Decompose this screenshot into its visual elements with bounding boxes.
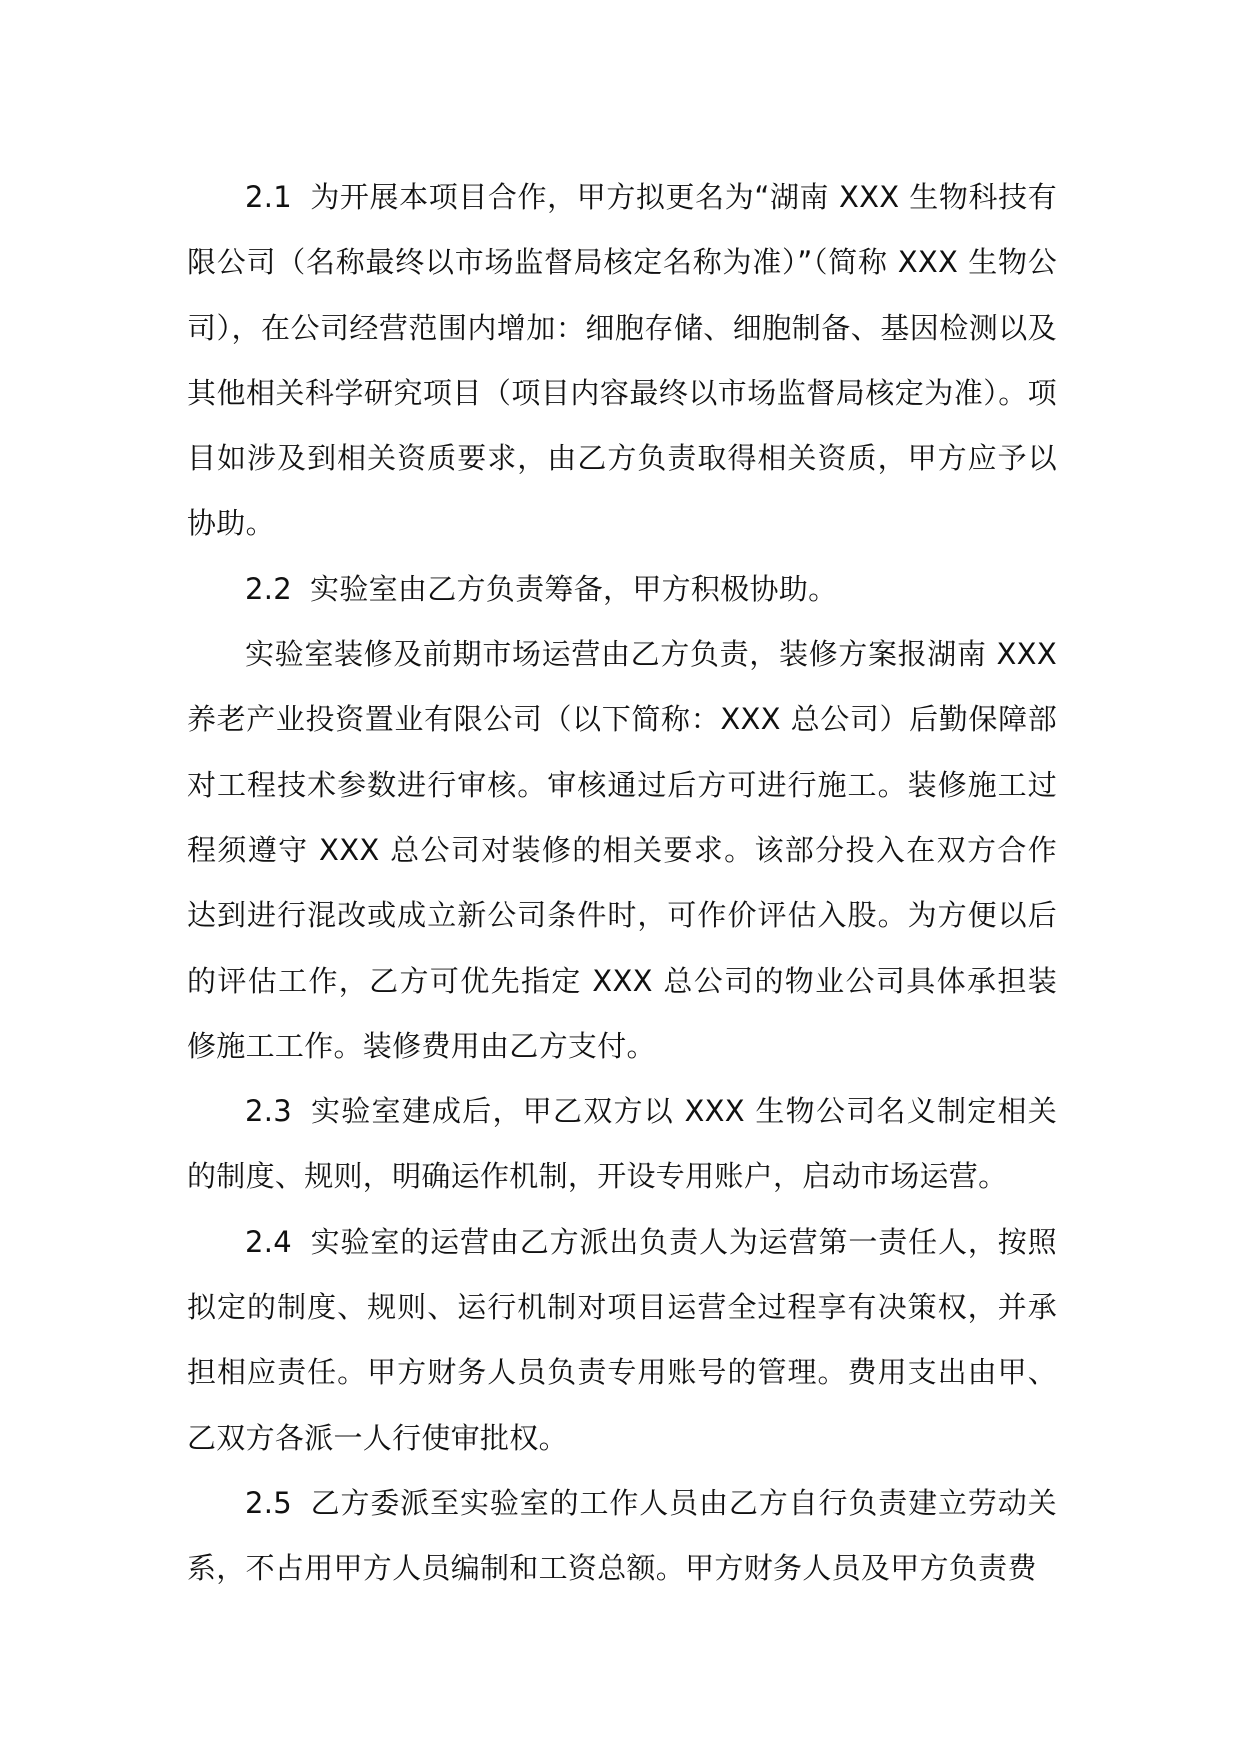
paragraph-renovation <box>187 622 1057 1079</box>
document-body <box>187 165 1057 1602</box>
clause-2-4 <box>187 1210 1057 1471</box>
clause-text: 乙方委派至实验室的工作人员由乙方自行负责建立劳动关系，不占用甲方人员编制和工资总额。甲方财务人员及甲方负责费 <box>187 1485 1057 1586</box>
clause-number: 2.1 <box>245 180 293 214</box>
clause-2-1 <box>187 165 1057 557</box>
paragraph-text: 实验室装修及前期市场运营由乙方负责，装修方案报湖南 XXX 养老产业投资置业有限公司（以下简称：XXX 总公司）后勤保障部对工程技术参数进行审核。审核通过后方可进行施工。装修施工过程须遵守 XXX 总公司对装修的相关要求。该部分投入在双方合作达到进行混改或成立新公司条件时，可作价评估入股。为方便以后的评估工作，乙方可优先指定 XXX 总公司的物业公司具体承担装修施工工作。装修费用由乙方支付。 <box>187 637 1057 1063</box>
clause-text: 实验室建成后，甲乙双方以 XXX 生物公司名义制定相关的制度、规则，明确运作机制，开设专用账户，启动市场运营。 <box>187 1094 1057 1194</box>
clause-text: 实验室由乙方负责筹备，甲方积极协助。 <box>310 571 838 606</box>
clause-number: 2.2 <box>245 571 293 606</box>
clause-2-2 <box>187 557 1057 622</box>
clause-text: 实验室的运营由乙方派出负责人为运营第一责任人，按照拟定的制度、规则、运行机制对项目运营全过程享有决策权，并承担相应责任。甲方财务人员负责专用账号的管理。费用支出由甲、乙双方各派一人行使审批权。 <box>187 1224 1057 1455</box>
clause-text: 为开展本项目合作，甲方拟更名为“湖南 XXX 生物科技有限公司（名称最终以市场监督局核定名称为准）”（简称 XXX 生物公司），在公司经营范围内增加：细胞存储、细胞制备、基因检测以及其他相关科学研究项目（项目内容最终以市场监督局核定为准）。项目如涉及到相关资质要求，由乙方负责取得相关资质，甲方应予以协助。 <box>187 180 1057 541</box>
clause-number: 2.3 <box>245 1094 293 1129</box>
clause-number: 2.5 <box>245 1485 293 1520</box>
clause-2-5 <box>187 1471 1057 1602</box>
clause-2-3 <box>187 1079 1057 1210</box>
clause-number: 2.4 <box>245 1224 293 1259</box>
